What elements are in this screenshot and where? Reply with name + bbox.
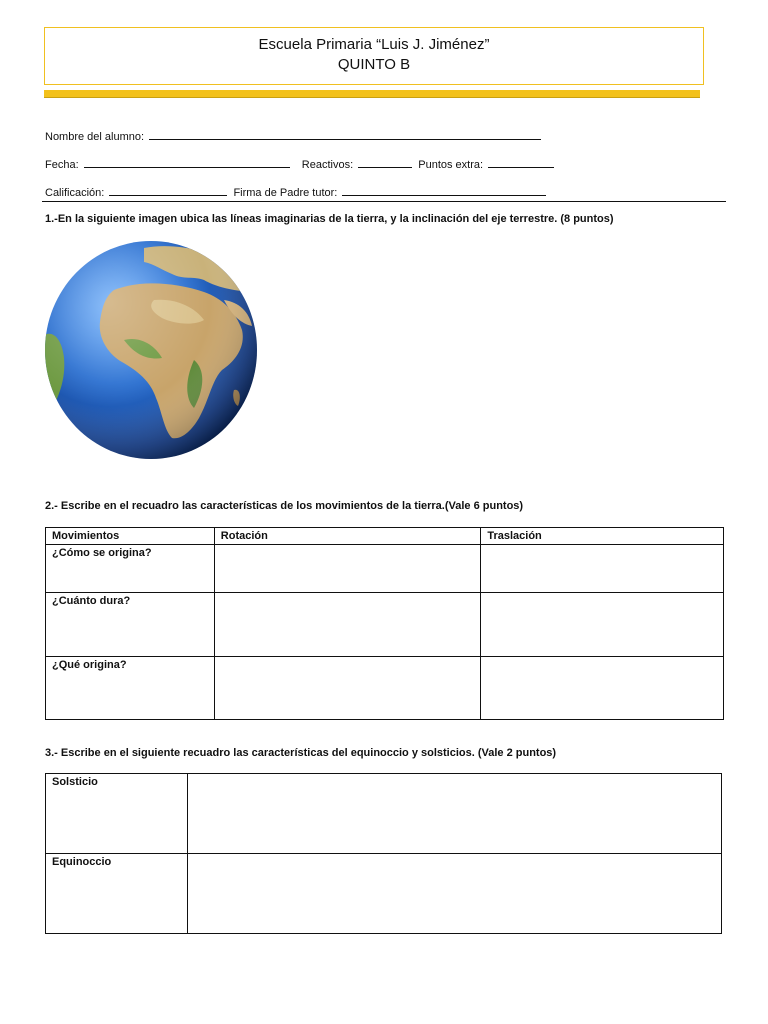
student-name-label: Nombre del alumno: [45, 131, 145, 143]
table-row [46, 854, 722, 934]
header-divider-bar [44, 90, 700, 98]
table-row [46, 774, 722, 854]
grade-label: Calificación: [45, 187, 105, 199]
items-label: Reactivos: [301, 159, 354, 171]
row-label-solstice: Solsticio [46, 774, 188, 854]
table-header-movements: Movimientos [46, 528, 215, 545]
earth-globe-icon [44, 240, 260, 460]
answer-cell-rotation-origin[interactable] [214, 545, 481, 593]
grade-blank[interactable] [109, 185, 227, 196]
answer-cell-rotation-effect[interactable] [214, 657, 481, 720]
extra-points-blank[interactable] [488, 157, 554, 168]
date-label: Fecha: [45, 159, 79, 171]
answer-cell-solstice[interactable] [187, 774, 721, 854]
answer-cell-translation-effect[interactable] [481, 657, 724, 720]
school-name: Escuela Primaria “Luis J. Jiménez” [258, 36, 490, 53]
table-row [46, 657, 724, 720]
student-name-blank[interactable] [149, 129, 541, 140]
class-group: QUINTO B [337, 56, 411, 73]
question-1: 1.-En la siguiente imagen ubica las líneas imaginarias de la tierra, y la inclinación del eje terrestre. (8 puntos) [45, 213, 614, 225]
table-header-rotation: Rotación [214, 528, 481, 545]
section-rule [42, 201, 726, 202]
row-label-equinox: Equinoccio [46, 854, 188, 934]
table-header-translation: Traslación [481, 528, 724, 545]
signature-blank[interactable] [342, 185, 546, 196]
row-label-duration: ¿Cuánto dura? [46, 593, 215, 657]
question-3: 3.- Escribe en el siguiente recuadro las características del equinoccio y solsticios. (Vale 2 puntos) [45, 747, 557, 759]
extra-points-label: Puntos extra: [418, 159, 484, 171]
solstice-equinox-table [45, 773, 722, 934]
answer-cell-equinox[interactable] [187, 854, 721, 934]
table-row [46, 545, 724, 593]
date-blank[interactable] [84, 157, 290, 168]
date-row [45, 157, 557, 171]
answer-cell-rotation-duration[interactable] [214, 593, 481, 657]
earth-movements-table [45, 527, 724, 720]
signature-label: Firma de Padre tutor: [233, 187, 338, 199]
grade-row [45, 185, 549, 199]
items-blank[interactable] [358, 157, 412, 168]
question-2: 2.- Escribe en el recuadro las características de los movimientos de la tierra.(Vale 6 puntos) [45, 500, 524, 512]
answer-cell-translation-duration[interactable] [481, 593, 724, 657]
row-label-origin: ¿Cómo se origina? [46, 545, 215, 593]
header-box [44, 27, 704, 85]
answer-cell-translation-origin[interactable] [481, 545, 724, 593]
table-row [46, 593, 724, 657]
row-label-effect: ¿Qué origina? [46, 657, 215, 720]
student-name-row [45, 129, 544, 143]
